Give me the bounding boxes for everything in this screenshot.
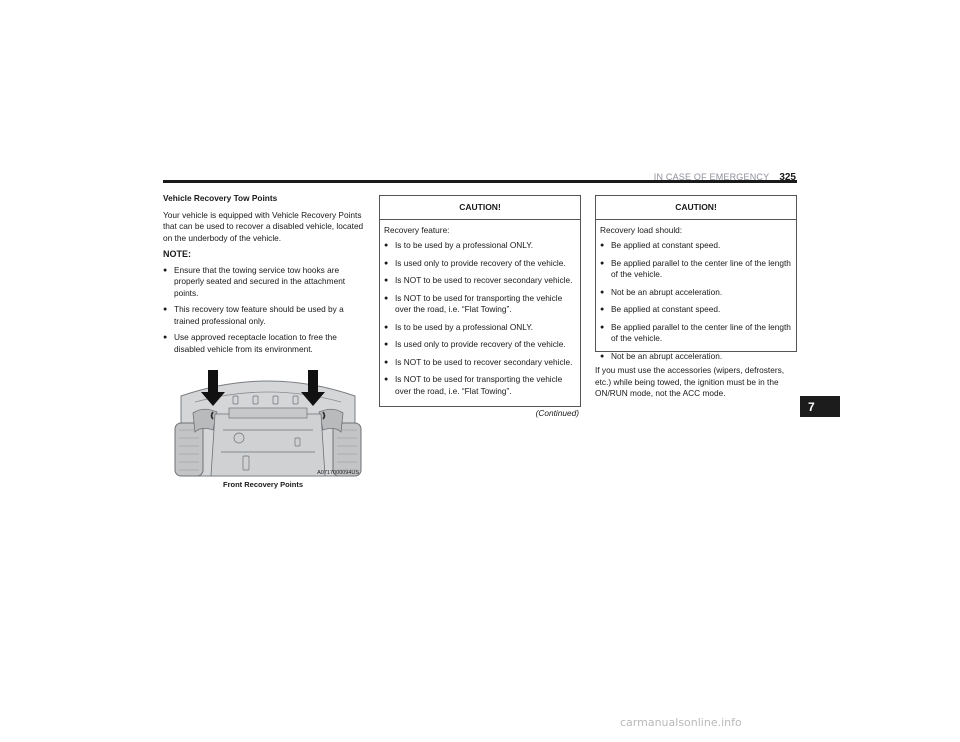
caution-item: ● Is NOT to be used to recover secondary vehicle.: [384, 357, 575, 369]
caution-body: [596, 220, 796, 372]
note-list: [163, 265, 369, 356]
caution-item: ● Be applied at constant speed.: [600, 304, 791, 316]
caution-item: ● Is used only to provide recovery of the vehicle.: [384, 258, 575, 270]
caution-item: ● Is NOT to be used to recover secondary vehicle.: [384, 275, 575, 287]
caution-item: ● Not be an abrupt acceleration.: [600, 287, 791, 299]
caution-intro: Recovery load should:: [600, 224, 683, 235]
note-label: NOTE:: [163, 249, 191, 259]
subheading: Vehicle Recovery Tow Points: [163, 193, 278, 203]
caution-item: ● Not be an abrupt acceleration.: [600, 351, 791, 363]
caution-item: ● Be applied parallel to the center line of the length of the vehicle.: [600, 322, 791, 345]
figure-code: A0717000094US: [317, 470, 359, 476]
accessories-paragraph: If you must use the accessories (wipers, defrosters, etc.) while being towed, the ignition must be in the ON/RUN mode, not the ACC mode.: [595, 365, 785, 398]
caution-title: CAUTION!: [596, 196, 796, 220]
continued-label: (Continued): [535, 408, 579, 418]
figure-caption: Front Recovery Points: [222, 480, 304, 489]
caution-box-recovery-feature: [379, 195, 581, 407]
note-item: ● Ensure that the towing service tow hooks are properly seated and secured in the attachment points.: [163, 265, 369, 300]
running-header: [650, 172, 796, 183]
caution-item: ● Be applied at constant speed.: [600, 240, 791, 252]
caution-item: ● Is used only to provide recovery of the vehicle.: [384, 339, 575, 351]
intro-paragraph: Your vehicle is equipped with Vehicle Recovery Points that can be used to recover a disabled vehicle, located on the underbody of the vehicle.: [163, 209, 364, 243]
note-item: ● Use approved receptacle location to free the disabled vehicle from its environment.: [163, 332, 369, 355]
note-item: ● This recovery tow feature should be used by a trained professional only.: [163, 304, 369, 327]
caution-item: ● Is to be used by a professional ONLY.: [384, 322, 575, 334]
caution-item: ● Is NOT to be used for transporting the vehicle over the road, i.e. “Flat Towing”.: [384, 293, 575, 316]
caution-title: CAUTION!: [380, 196, 580, 220]
watermark: carmanualsonline.info: [620, 716, 742, 729]
caution-item: ● Is to be used by a professional ONLY.: [384, 240, 575, 252]
page-number: 325: [779, 172, 796, 183]
caution-item: ● Is NOT to be used for transporting the vehicle over the road, i.e. “Flat Towing”.: [384, 374, 575, 397]
caution-item: ● Be applied parallel to the center line of the length of the vehicle.: [600, 258, 791, 281]
caution-box-recovery-load: [595, 195, 797, 361]
front-recovery-points-illustration: [173, 368, 363, 478]
caution-body: [380, 220, 580, 407]
chapter-tab: 7: [800, 396, 840, 417]
caution-intro: Recovery feature:: [384, 224, 450, 235]
caution-list: [384, 240, 575, 397]
caution-list: [600, 240, 791, 362]
left-column: [163, 193, 369, 360]
section-title: IN CASE OF EMERGENCY: [653, 172, 770, 182]
